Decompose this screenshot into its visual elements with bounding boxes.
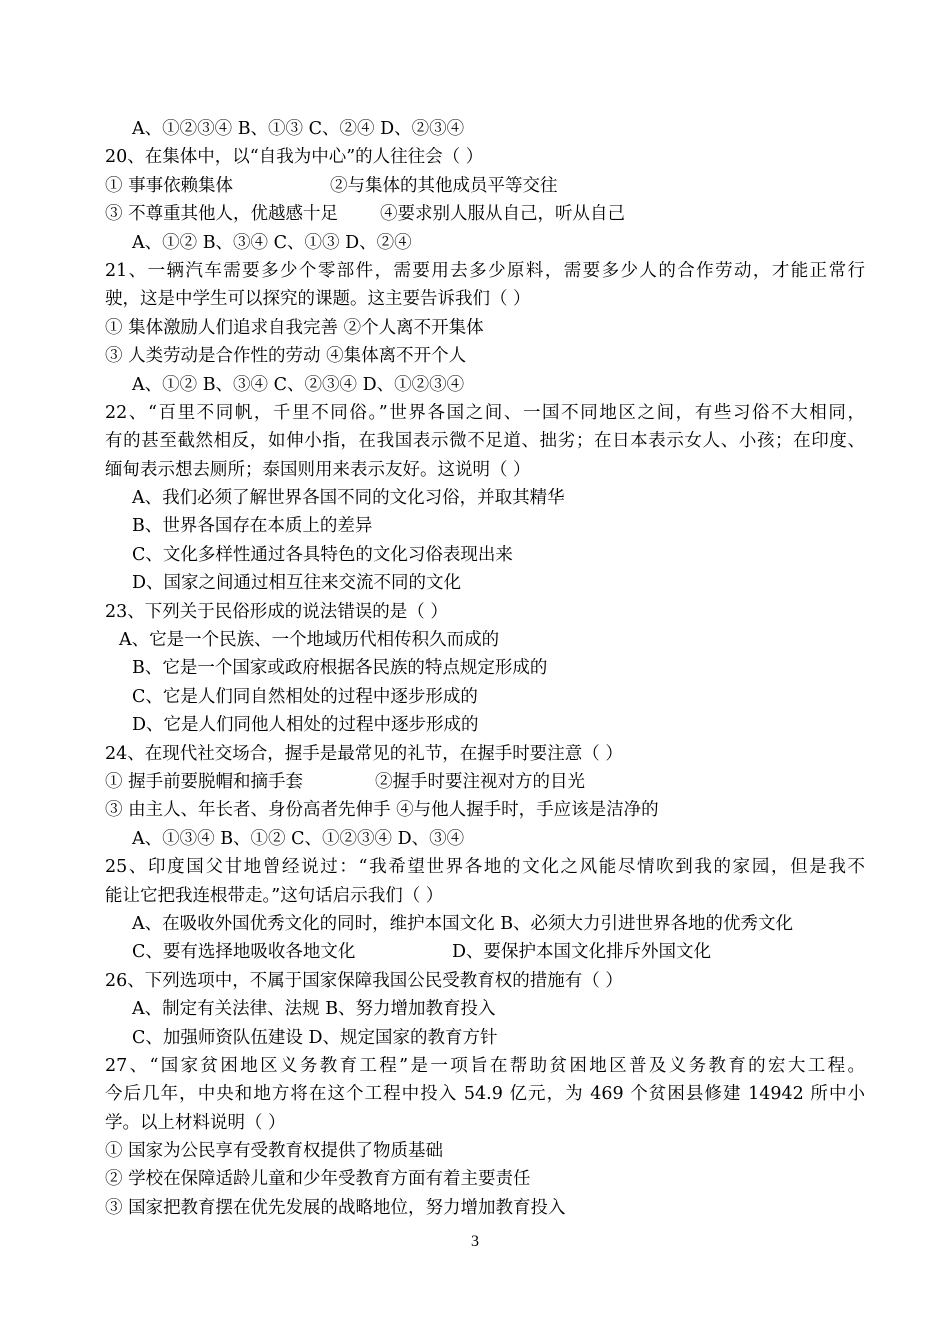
text-line bbox=[105, 768, 865, 796]
question-text-block bbox=[105, 115, 865, 1222]
text-line: A、①③④ B、①② C、①②③④ D、③④ bbox=[132, 828, 465, 849]
text-line: 今后几年，中央和地方将在这个工程中投入 54.9 亿元，为 469 个贫困县修建 14942 所中小 bbox=[105, 1084, 865, 1105]
text-line: A、①②③④ B、①③ C、②④ D、②③④ bbox=[132, 119, 465, 139]
text-line: 能让它把我连根带走。”这句话启示我们（ ） bbox=[105, 885, 444, 906]
line-part-right: ④要求别人服从自己，听从自己 bbox=[380, 204, 625, 225]
text-line: 25、印度国父甘地曾经说过：“我希望世界各地的文化之风能尽情吹到我的家园，但是我不 bbox=[105, 857, 865, 878]
text-line: 23、下列关于民俗形成的说法错误的是（ ） bbox=[105, 601, 448, 622]
text-line: C、加强师资队伍建设 D、规定国家的教育方针 bbox=[132, 1027, 498, 1048]
text-line: 有的甚至截然相反，如伸小指，在我国表示微不足道、拙劣；在日本表示女人、小孩；在印度、 bbox=[105, 431, 865, 452]
text-line bbox=[105, 938, 865, 966]
text-line: 26、下列选项中，不属于国家保障我国公民受教育权的措施有（ ） bbox=[105, 970, 623, 991]
text-line bbox=[105, 172, 865, 200]
page-number: 3 bbox=[471, 1233, 479, 1250]
text-line: A、它是一个民族、一个地域历代相传积久而成的 bbox=[119, 630, 500, 651]
text-line bbox=[105, 200, 865, 228]
text-line: D、它是人们同他人相处的过程中逐步形成的 bbox=[132, 715, 479, 736]
text-line: ③ 由主人、年长者、身份高者先伸手 ④与他人握手时，手应该是洁净的 bbox=[105, 800, 659, 821]
text-line: A、我们必须了解世界各国不同的文化习俗，并取其精华 bbox=[132, 488, 565, 509]
text-line: 学。以上材料说明（ ） bbox=[105, 1112, 286, 1133]
text-line: 24、在现代社交场合，握手是最常见的礼节，在握手时要注意（ ） bbox=[105, 743, 623, 764]
text-line: A、制定有关法律、法规 B、努力增加教育投入 bbox=[132, 999, 496, 1020]
text-line: 27、“国家贫困地区义务教育工程”是一项旨在帮助贫困地区普及义务教育的宏大工程。 bbox=[105, 1055, 865, 1076]
line-part-right: D、要保护本国文化排斥外国文化 bbox=[452, 942, 712, 963]
text-line: ③ 国家把教育摆在优先发展的战略地位，努力增加教育投入 bbox=[105, 1197, 566, 1218]
line-part-left: ① 事事依赖集体 bbox=[105, 175, 234, 196]
text-line: 20、在集体中，以“自我为中心”的人往往会（ ） bbox=[105, 147, 484, 168]
text-line: ② 学校在保障适龄儿童和少年受教育方面有着主要责任 bbox=[105, 1169, 531, 1190]
line-part-right: ②握手时要注视对方的目光 bbox=[375, 771, 585, 792]
text-line: 缅甸表示想去厕所；泰国则用来表示友好。这说明（ ） bbox=[105, 459, 531, 480]
text-line: ③ 人类劳动是合作性的劳动 ④集体离不开个人 bbox=[105, 346, 467, 367]
text-line: 22、“百里不同帆，千里不同俗。”世界各国之间、一国不同地区之间，有些习俗不大相同， bbox=[105, 402, 865, 423]
text-line: B、它是一个国家或政府根据各民族的特点规定形成的 bbox=[132, 658, 548, 679]
text-line: A、①② B、③④ C、②③④ D、①②③④ bbox=[132, 374, 465, 395]
text-line: 驶，这是中学生可以探究的课题。这主要告诉我们（ ） bbox=[105, 289, 531, 310]
text-line: C、文化多样性通过各具特色的文化习俗表现出来 bbox=[132, 544, 513, 565]
text-line: ① 集体激励人们追求自我完善 ②个人离不开集体 bbox=[105, 317, 484, 338]
text-line: A、①② B、③④ C、①③ D、②④ bbox=[132, 232, 412, 253]
text-line: A、在吸收外国优秀文化的同时，维护本国文化 B、必须大力引进世界各地的优秀文化 bbox=[132, 913, 794, 934]
text-line: ① 国家为公民享有受教育权提供了物质基础 bbox=[105, 1141, 444, 1162]
text-line: D、国家之间通过相互往来交流不同的文化 bbox=[132, 573, 462, 594]
text-line: B、世界各国存在本质上的差异 bbox=[132, 516, 373, 537]
line-part-left: ③ 不尊重其他人，优越感十足 bbox=[105, 204, 339, 225]
text-line: 21、一辆汽车需要多少个零部件，需要用去多少原料，需要多少人的合作劳动，才能正常行 bbox=[105, 260, 865, 281]
line-part-right: ②与集体的其他成员平等交往 bbox=[330, 175, 558, 196]
text-line: C、它是人们同自然相处的过程中逐步形成的 bbox=[132, 686, 478, 707]
line-part-left: C、要有选择地吸收各地文化 bbox=[132, 942, 356, 963]
line-part-left: ① 握手前要脱帽和摘手套 bbox=[105, 771, 304, 792]
